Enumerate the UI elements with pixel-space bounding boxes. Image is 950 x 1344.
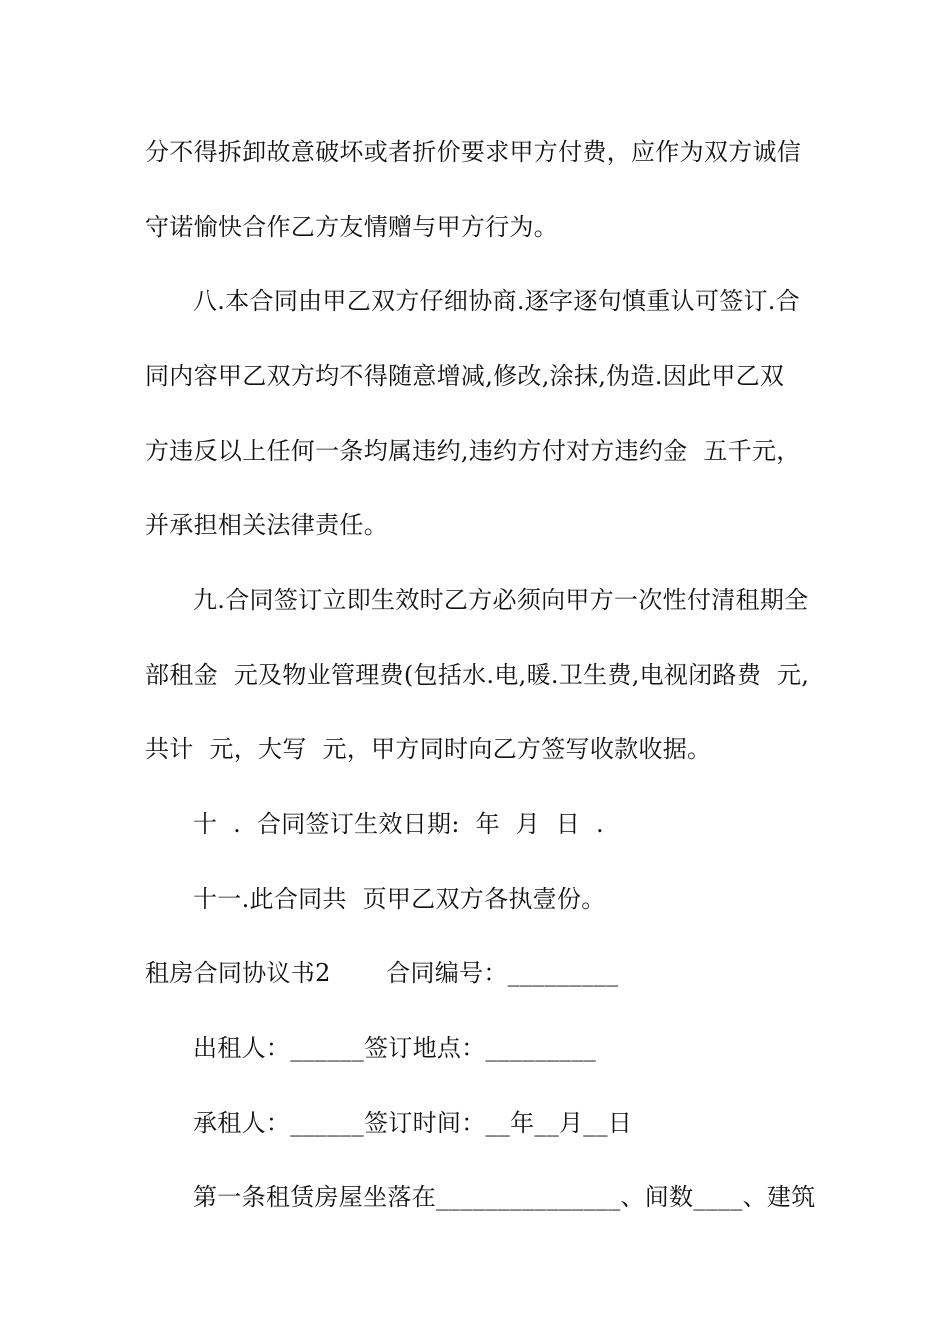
text-line: 共计 元，大写 元，甲方同时向乙方签写收款收据。	[145, 735, 712, 763]
article-1-line: 第一条租赁房屋坐落在_______________、间数____、建筑	[193, 1183, 816, 1211]
clause-9-line: 九.合同签订立即生效时乙方必须向甲方一次性付清租期全	[193, 586, 809, 614]
contract-title-line: 租房合同协议书2 合同编号：_________	[145, 959, 619, 987]
text-line: 同内容甲乙双方均不得随意增减,修改,涂抹,伪造.因此甲乙双	[145, 362, 785, 390]
clause-10-line: 十 . 合同签订生效日期: 年 月 日 .	[193, 810, 604, 838]
text-line: 守诺愉快合作乙方友情赠与甲方行为。	[145, 213, 559, 241]
text-line: 分不得拆卸故意破坏或者折价要求甲方付费，应作为双方诚信	[145, 138, 802, 166]
clause-11-line: 十一.此合同共 页甲乙双方各执壹份。	[193, 885, 606, 913]
text-line: 部租金 元及物业管理费(包括水.电,暖.卫生费,电视闭路费 元,	[145, 661, 810, 689]
clause-8-line: 八.本合同由甲乙双方仔细协商.逐字逐句慎重认可签订.合	[193, 287, 800, 315]
text-line: 方违反以上任何一条均属违约,违约方付对方违约金 五千元，	[145, 437, 801, 465]
text-line: 并承担相关法律责任。	[145, 511, 388, 539]
lessor-line: 出租人：______签订地点：_________	[193, 1034, 597, 1062]
lessee-line: 承租人：______签订时间：__年__月__日	[193, 1109, 633, 1137]
